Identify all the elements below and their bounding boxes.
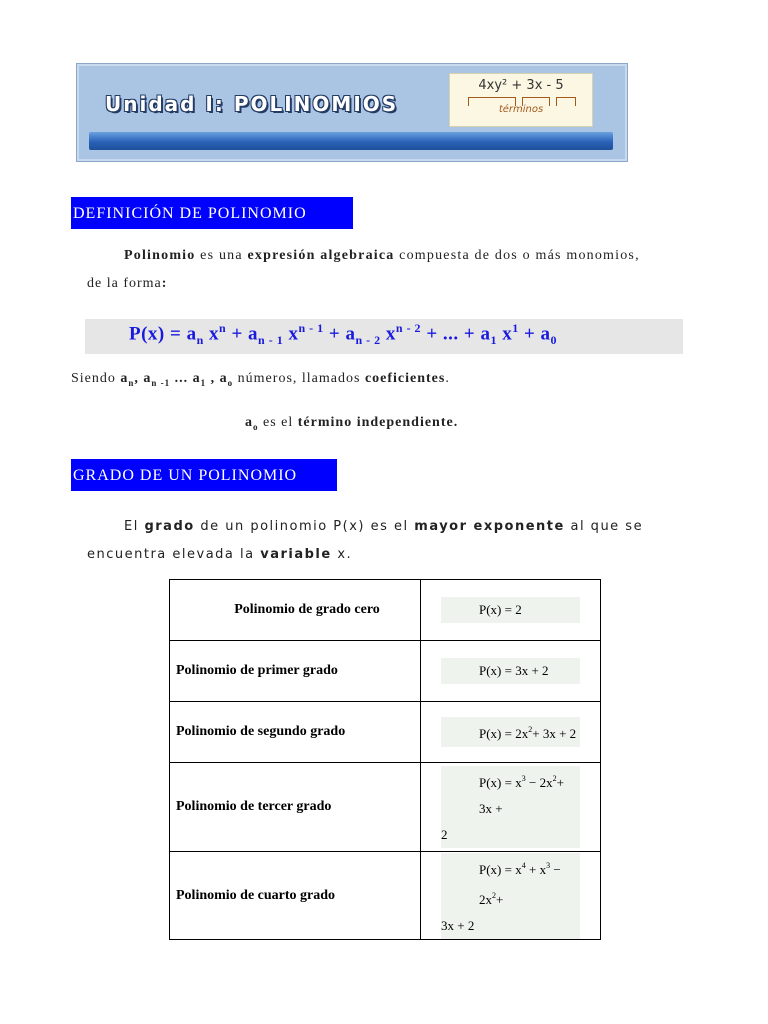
polynomial-grades-table [169,579,601,940]
banner-image-caption: términos [498,104,544,115]
formula-part: P(x) = a [129,323,197,345]
expr-part: + 3x + [479,775,564,816]
text: es una [195,248,248,263]
coef-sub: n -1 [151,377,171,388]
general-formula-box [85,319,683,354]
grade-expression [441,597,580,623]
expr-part: P(x) = x [479,775,522,790]
text: Siendo [71,371,121,386]
expr-sup: 3 [521,774,526,783]
formula-sup: n - 2 [395,321,422,335]
grade-expression-cell [421,641,601,702]
definition-line-1 [124,248,684,264]
formula-sub: n - 2 [355,333,381,348]
text: es el [258,415,298,430]
expr-part: 3x + 2 [441,917,475,933]
expr-sup: 3 [546,860,551,870]
expression-text [441,766,580,822]
grade-expression-cell [421,702,601,763]
expression-text: P(x) = 2 [479,602,522,617]
text: El [124,519,145,534]
formula-part: x [283,323,299,345]
formula-part: + ... + a [421,323,491,345]
general-formula [129,321,557,348]
text: de la forma [87,276,162,291]
expr-part: P(x) = x [479,861,522,877]
expr-part: + [496,891,504,907]
text: números, llamados [233,371,365,386]
coef-a: a [245,415,253,430]
coefficients-line [71,371,450,388]
unit-banner [76,63,628,162]
text: x. [331,547,353,562]
table-row [170,763,601,852]
section-heading-grado: GRADO DE UN POLINOMIO [71,459,337,491]
grade-label: Polinomio de segundo grado [170,702,421,763]
expr-part: 2 [441,827,448,842]
grade-expression-cell [421,763,601,852]
grade-expression [441,766,580,848]
coef-sub: 1 [200,377,207,388]
expression-text [441,717,580,747]
expr-sup: 2 [552,774,557,783]
independent-term-line [245,415,458,432]
coef-a: a [143,371,152,386]
grade-expression-cell [421,580,601,641]
grade-expression-cell [421,852,601,940]
grado-line-1 [124,519,643,534]
formula-part: x [496,323,513,345]
banner-formula-image [449,73,593,127]
term-coeficientes: coeficientes [364,371,446,386]
text: ... [170,371,193,386]
term-polinomio: Polinomio [124,248,196,263]
text: encuentra elevada la [87,547,261,562]
expr-part: P(x) = 2x [479,726,529,741]
text: , [206,371,220,386]
coef-sub: n [128,377,135,388]
grade-expression [441,853,580,939]
formula-part: + a [226,323,259,345]
text: al que se [564,519,644,534]
colon: : [161,276,168,291]
expr-part: − 2x [525,775,553,790]
expr-sup: 2 [492,890,496,900]
expression-text [441,853,580,913]
term-mayor-exponente: mayor exponente [414,519,565,534]
grade-label: Polinomio de cuarto grado [170,852,421,940]
coef-a: a [120,371,129,386]
text: . [445,371,450,386]
coef-a: a [219,371,228,386]
formula-sub: 0 [550,333,558,348]
grade-label: Polinomio de tercer grado [170,763,421,852]
formula-sup: 1 [512,321,519,335]
expr-part: + x [525,861,547,877]
formula-sub: n - 1 [258,333,284,348]
term-expresion-algebraica: expresión algebraica [247,248,395,263]
text: , [134,371,144,386]
grado-line-2 [87,547,352,562]
formula-sup: n - 1 [298,321,324,335]
expr-part: + 3x + 2 [532,726,577,741]
coef-a: a [192,371,201,386]
formula-sup: n [219,321,227,335]
expr-sup: 4 [521,860,526,870]
grade-expression [441,717,580,747]
formula-part: x [203,323,220,345]
term-grado: grado [144,519,195,534]
expression-text: P(x) = 3x + 2 [479,663,549,678]
expr-part: − 2x [479,861,561,907]
grade-label: Polinomio de primer grado [170,641,421,702]
formula-part: + a [518,323,551,345]
table-row [170,641,601,702]
formula-sub: n [196,333,204,348]
expr-sup: 2 [528,725,533,734]
term-independiente: término independiente. [297,415,459,430]
banner-title: Unidad I: POLINOMIOS [105,92,399,116]
banner-bar [89,132,613,150]
table-row [170,852,601,940]
section-heading-definicion: DEFINICIÓN DE POLINOMIO [71,197,353,229]
formula-part: + a [323,323,356,345]
table-row [170,580,601,641]
coef-sub: o [227,377,234,388]
formula-part: x [380,323,396,345]
definition-line-2 [87,276,167,292]
text: compuesta de dos o más monomios, [394,248,640,263]
text: de un polinomio P(x) es el [194,519,415,534]
banner-image-formula: 4xy² + 3x - 5 [478,78,564,93]
formula-sub: 1 [490,333,497,348]
table-row [170,702,601,763]
coef-sub: o [253,421,259,432]
grade-label: Polinomio de grado cero [170,580,421,641]
term-variable: variable [260,547,332,562]
grade-expression [441,658,580,684]
